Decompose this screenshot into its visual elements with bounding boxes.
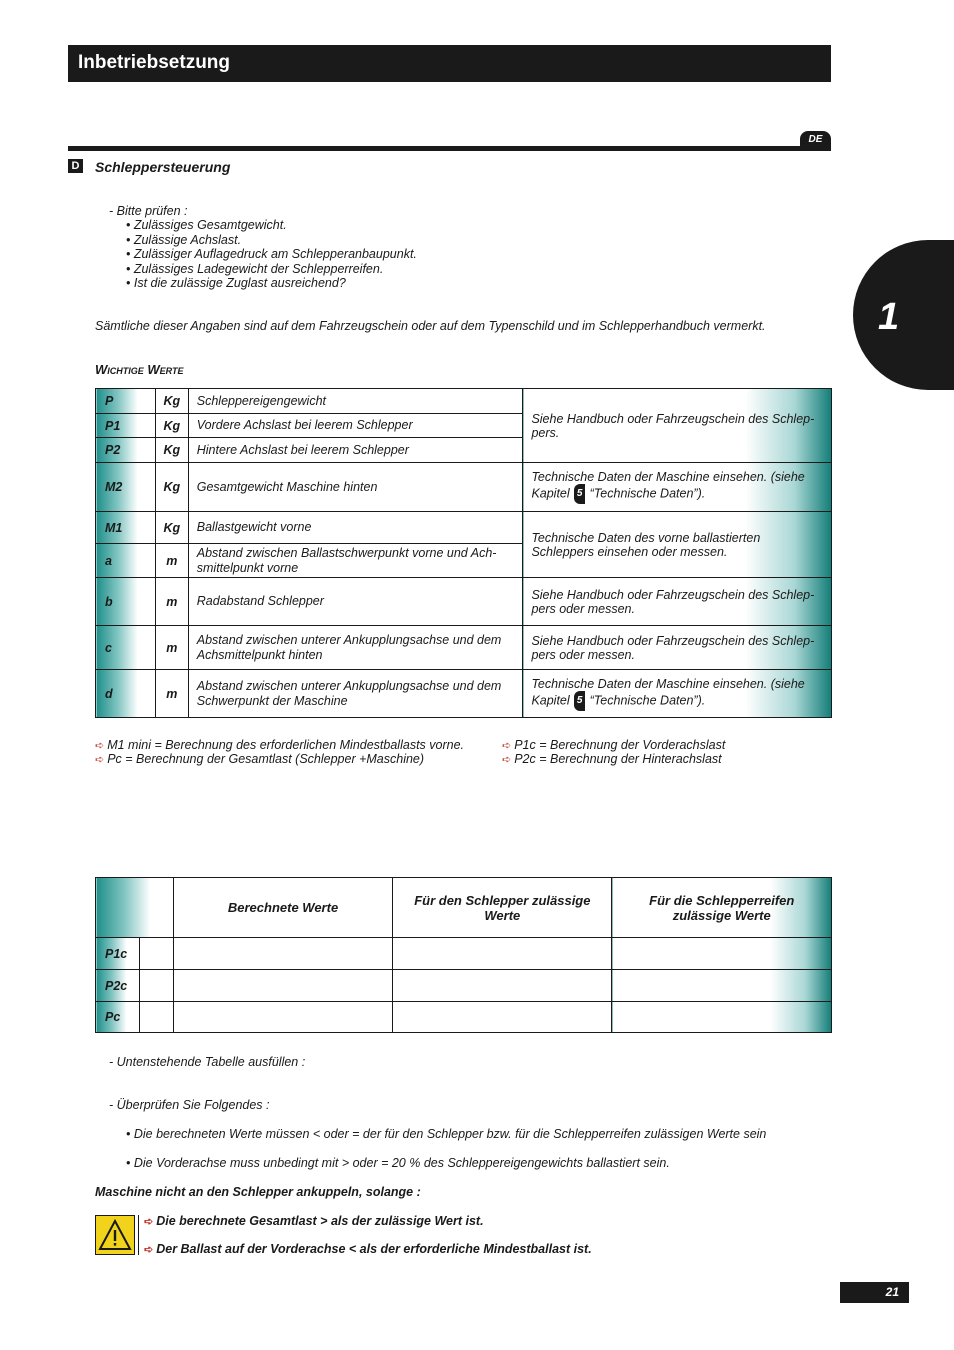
value-cell bbox=[612, 1002, 832, 1033]
note-cell: Technische Daten des vorne ballastierten Schleppers einsehen oder messen. bbox=[523, 512, 832, 578]
chapter-badge: 5 bbox=[574, 691, 585, 711]
info-text: Sämtliche dieser Angaben sind auf dem Fahrzeugschein oder auf dem Typenschild und im Schlepperhandbuch vermerkt. bbox=[95, 319, 766, 333]
symbol-cell: P bbox=[96, 389, 156, 414]
value-cell bbox=[393, 970, 612, 1002]
language-tab: DE bbox=[800, 131, 831, 149]
check-intro: - Bitte prüfen : bbox=[109, 204, 188, 218]
row-label: P2c bbox=[96, 970, 140, 1002]
formula-line: ➪ P1c = Berechnung der Vorderachslast bbox=[502, 738, 726, 752]
symbol-cell: c bbox=[96, 626, 156, 670]
symbol-cell: M1 bbox=[96, 512, 156, 544]
note-text: “Technische Daten”). bbox=[589, 486, 706, 501]
value-cell bbox=[393, 1002, 612, 1033]
check-item: • Zulässiges Gesamtgewicht. bbox=[126, 218, 287, 232]
values-title: Wichtige Werte bbox=[95, 362, 184, 377]
column-header: Für die Schlepperreifen zulässige Werte bbox=[612, 878, 832, 938]
check-item: • Zulässiges Ladegewicht der Schlepperreifen. bbox=[126, 262, 384, 276]
arrow-icon: ➪ bbox=[502, 754, 512, 766]
unit-cell: m bbox=[155, 626, 188, 670]
arrow-icon: ➪ bbox=[144, 1244, 154, 1256]
check-item: • Zulässiger Auflagedruck am Schlepperanbaupunkt. bbox=[126, 247, 417, 261]
note-cell: Siehe Handbuch oder Fahrzeugschein des Schlep-pers oder messen. bbox=[523, 578, 832, 626]
arrow-icon: ➪ bbox=[144, 1216, 154, 1228]
description-cell: Abstand zwischen unterer Ankupplungsachse und dem Schwerpunkt der Maschine bbox=[188, 670, 523, 718]
symbol-cell: b bbox=[96, 578, 156, 626]
section-letter: D bbox=[68, 159, 83, 173]
description-cell: Hintere Achslast bei leerem Schlepper bbox=[188, 438, 523, 463]
note-cell: Siehe Handbuch oder Fahrzeugschein des Schlep-pers. bbox=[523, 389, 832, 463]
arrow-icon: ➪ bbox=[502, 740, 512, 752]
page-number: 21 bbox=[840, 1282, 909, 1303]
page-title: Inbetriebsetzung bbox=[78, 52, 231, 73]
formula-line: ➪ Pc = Berechnung der Gesamtlast (Schlepper +Maschine) bbox=[95, 752, 425, 766]
check-item: • Ist die zulässige Zuglast ausreichend? bbox=[126, 276, 346, 290]
verify-item: • Die Vorderachse muss unbedingt mit > oder = 20 % des Schleppereigengewichts ballastiert sein. bbox=[126, 1156, 670, 1170]
unit-cell: Kg bbox=[155, 389, 188, 414]
unit-cell: m bbox=[155, 544, 188, 578]
chapter-tab bbox=[853, 240, 954, 390]
unit-cell: Kg bbox=[155, 463, 188, 512]
verify-item: • Die berechneten Werte müssen < oder = der für den Schlepper bzw. für die Schlepperreifen zulässigen Werte sein bbox=[126, 1127, 767, 1141]
unit-cell: m bbox=[155, 670, 188, 718]
empty-cell bbox=[139, 970, 173, 1002]
value-cell bbox=[612, 970, 832, 1002]
warning-title: Maschine nicht an den Schlepper ankuppeln, solange : bbox=[95, 1185, 421, 1199]
row-label: Pc bbox=[96, 1002, 140, 1033]
value-cell bbox=[173, 1002, 392, 1033]
symbol-cell: M2 bbox=[96, 463, 156, 512]
description-cell: Abstand zwischen Ballastschwerpunkt vorne und Ach-smittelpunkt vorne bbox=[188, 544, 523, 578]
column-header: Für den Schlepper zulässige Werte bbox=[393, 878, 612, 938]
note-cell bbox=[523, 463, 832, 512]
value-cell bbox=[393, 938, 612, 970]
formula-line: ➪ P2c = Berechnung der Hinterachslast bbox=[502, 752, 722, 766]
calculation-table bbox=[95, 877, 832, 1033]
symbol-cell: a bbox=[96, 544, 156, 578]
unit-cell: Kg bbox=[155, 512, 188, 544]
fill-instruction: - Untenstehende Tabelle ausfüllen : bbox=[109, 1055, 306, 1069]
value-cell bbox=[173, 970, 392, 1002]
warning-icon bbox=[95, 1215, 135, 1255]
description-cell: Ballastgewicht vorne bbox=[188, 512, 523, 544]
note-text: Technische Daten der Maschine einsehen. (siehe Kapitel bbox=[531, 676, 805, 707]
empty-cell bbox=[139, 1002, 173, 1033]
symbol-cell: d bbox=[96, 670, 156, 718]
note-text: “Technische Daten”). bbox=[589, 692, 706, 707]
warning-item: ➪ Der Ballast auf der Vorderachse < als der erforderliche Mindestballast ist. bbox=[144, 1242, 592, 1256]
description-cell: Gesamtgewicht Maschine hinten bbox=[188, 463, 523, 512]
column-header: Berechnete Werte bbox=[173, 878, 392, 938]
arrow-icon: ➪ bbox=[95, 754, 105, 766]
symbol-cell: P1 bbox=[96, 414, 156, 438]
formula-line: ➪ M1 mini = Berechnung des erforderlichen Mindestballasts vorne. bbox=[95, 738, 464, 752]
description-cell: Schleppereigengewicht bbox=[188, 389, 523, 414]
value-cell bbox=[612, 938, 832, 970]
unit-cell: m bbox=[155, 578, 188, 626]
section-title: Schleppersteuerung bbox=[95, 159, 231, 175]
note-text: Technische Daten der Maschine einsehen. (siehe Kapitel bbox=[531, 470, 805, 501]
arrow-icon: ➪ bbox=[95, 740, 105, 752]
description-cell: Vordere Achslast bei leerem Schlepper bbox=[188, 414, 523, 438]
unit-cell: Kg bbox=[155, 414, 188, 438]
note-cell bbox=[523, 670, 832, 718]
chapter-badge: 5 bbox=[574, 484, 585, 504]
note-cell: Siehe Handbuch oder Fahrzeugschein des Schlep-pers oder messen. bbox=[523, 626, 832, 670]
symbol-cell: P2 bbox=[96, 438, 156, 463]
empty-cell bbox=[139, 938, 173, 970]
unit-cell: Kg bbox=[155, 438, 188, 463]
description-cell: Radabstand Schlepper bbox=[188, 578, 523, 626]
value-cell bbox=[173, 938, 392, 970]
description-cell: Abstand zwischen unterer Ankupplungsachse und dem Achsmittelpunkt hinten bbox=[188, 626, 523, 670]
chapter-number: 1 bbox=[878, 296, 900, 338]
values-table bbox=[95, 388, 832, 718]
verify-instruction: - Überprüfen Sie Folgendes : bbox=[109, 1098, 270, 1112]
warning-divider bbox=[138, 1215, 139, 1255]
corner-cell bbox=[96, 878, 174, 938]
row-label: P1c bbox=[96, 938, 140, 970]
warning-item: ➪ Die berechnete Gesamtlast > als der zulässige Wert ist. bbox=[144, 1214, 484, 1228]
section-rule bbox=[68, 146, 831, 151]
check-item: • Zulässige Achslast. bbox=[126, 233, 242, 247]
